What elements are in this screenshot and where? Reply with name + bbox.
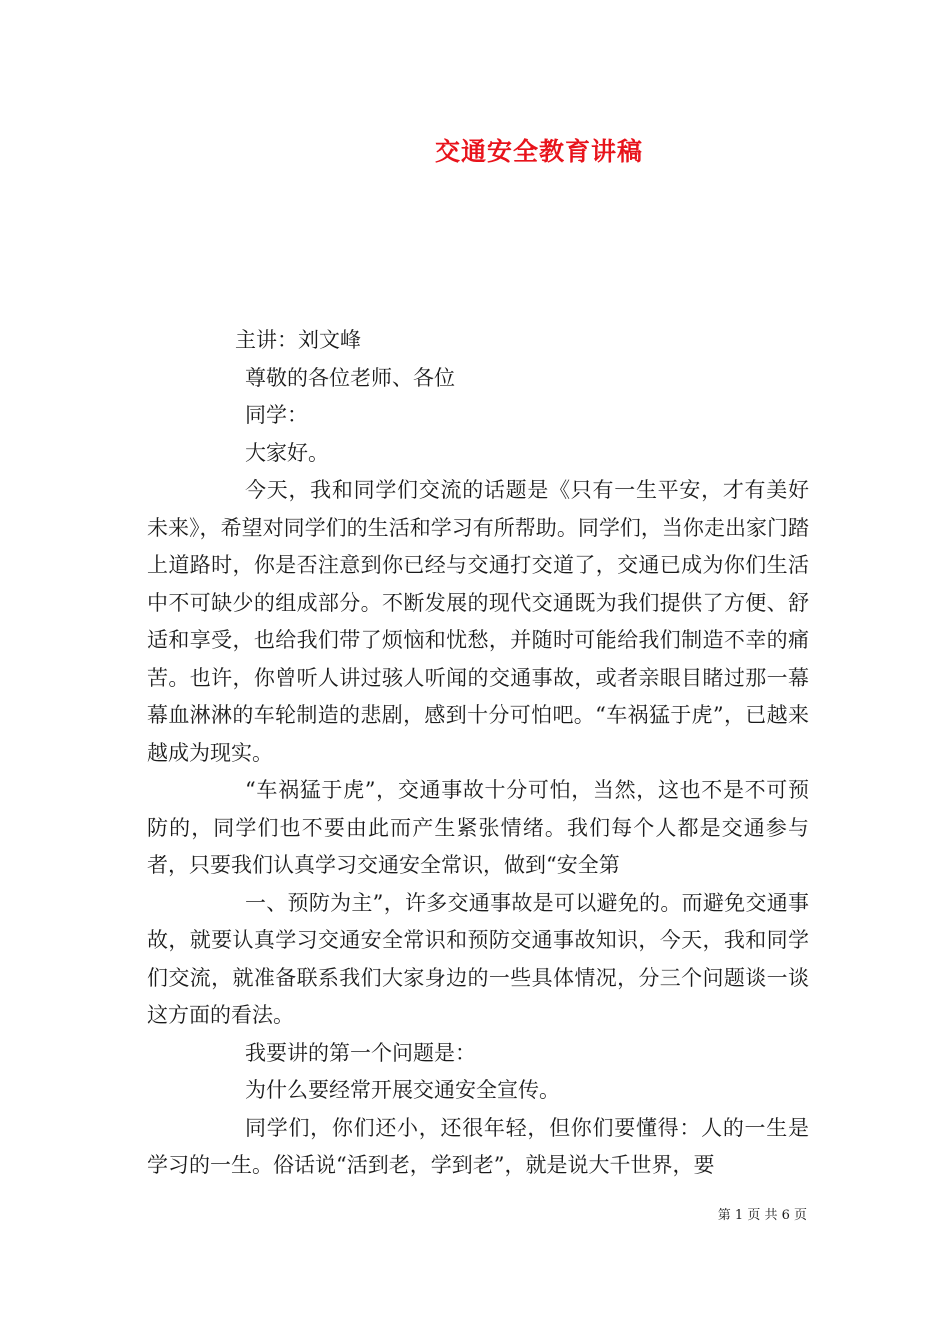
- paragraph-4: 同学们，你们还小，还很年轻，但你们要懂得：人的一生是学习的一生。俗话说“活到老，学到老”，就是说大千世界，要: [147, 1115, 809, 1177]
- greeting-line: 大家好。: [245, 440, 329, 465]
- speaker-line: 主讲：刘文峰: [235, 328, 361, 352]
- section-intro: 我要讲的第一个问题是：: [245, 1040, 476, 1065]
- page-number: 第 1 页 共 6 页: [717, 1208, 807, 1223]
- salutation-line-2: 同学：: [245, 403, 308, 427]
- paragraph-3: 一、预防为主”，许多交通事故是可以避免的。而避免交通事故，就要认真学习交通安全常识和预防交通事故知识，今天，我和同学们交流，就准备联系我们大家身边的一些具体情况，分三个问题谈一谈这方面的看法。: [147, 890, 809, 1027]
- paragraph-1: 今天，我和同学们交流的话题是《只有一生平安，才有美好未来》，希望对同学们的生活和学习有所帮助。同学们，当你走出家门踏上道路时，你是否注意到你已经与交通打交道了，交通已成为你们生活中不可缺少的组成部分。不断发展的现代交通既为我们提供了方便、舒适和享受，也给我们带了烦恼和忧愁，并随时可能给我们制造不幸的痛苦。也许，你曾听人讲过骇人听闻的交通事故，或者亲眼目睹过那一幕幕血淋淋的车轮制造的悲剧，感到十分可怕吧。“车祸猛于虎”，已越来越成为现实。: [147, 478, 809, 765]
- salutation-line-1: 尊敬的各位老师、各位: [245, 365, 455, 390]
- document-title: 交通安全教育讲稿: [434, 137, 643, 166]
- document-body: [147, 322, 809, 1185]
- section-title: 为什么要经常开展交通安全宣传。: [245, 1078, 560, 1102]
- paragraph-2: “车祸猛于虎”，交通事故十分可怕，当然，这也不是不可预防的，同学们也不要由此而产生紧张情绪。我们每个人都是交通参与者，只要我们认真学习交通安全常识，做到“安全第: [147, 778, 809, 877]
